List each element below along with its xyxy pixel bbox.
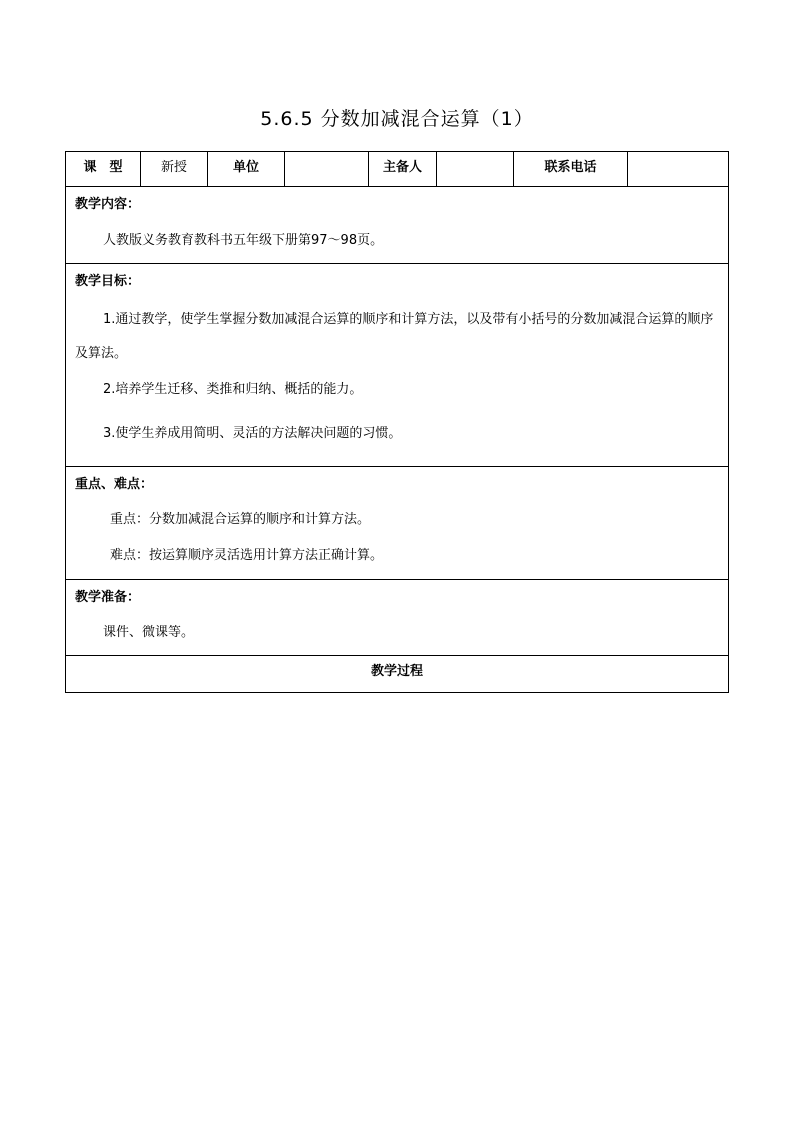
- header-row: [66, 152, 729, 187]
- phone-label: 联系电话: [514, 152, 628, 187]
- type-label: 课 型: [66, 152, 141, 187]
- goal-item-2: 2.培养学生迁移、类推和归纳、概括的能力。: [103, 382, 363, 397]
- goals-heading: 教学目标：: [75, 274, 141, 289]
- content-text: 人教版义务教育教科书五年级下册第97～98页。: [103, 233, 384, 248]
- goal-item-1: 1.通过教学，使学生掌握分数加减混合运算的顺序和计算方法，以及带有小括号的分数加减混合运算的顺序及算法。: [75, 312, 714, 361]
- content-heading: 教学内容：: [75, 197, 141, 212]
- key-points-row: [66, 467, 729, 580]
- preparer-value: [437, 152, 514, 187]
- preparation-text: 课件、微课等。: [103, 625, 195, 640]
- preparation-cell: [66, 580, 729, 656]
- content-row: [66, 187, 729, 264]
- preparation-heading: 教学准备：: [75, 590, 141, 605]
- content-cell: [66, 187, 729, 264]
- preparer-label: 主备人: [369, 152, 437, 187]
- key-points-heading: 重点、难点：: [75, 477, 154, 492]
- goals-cell: [66, 264, 729, 467]
- preparation-row: [66, 580, 729, 656]
- process-heading: 教学过程: [66, 656, 729, 693]
- goals-row: [66, 264, 729, 467]
- key-point-text: 重点：分数加减混合运算的顺序和计算方法。: [110, 512, 371, 527]
- unit-label: 单位: [208, 152, 285, 187]
- goal-item-3: 3.使学生养成用简明、灵活的方法解决问题的习惯。: [103, 426, 402, 441]
- process-row: [66, 656, 729, 693]
- phone-value: [628, 152, 729, 187]
- unit-value: [285, 152, 369, 187]
- key-points-cell: [66, 467, 729, 580]
- type-value: 新授: [141, 152, 208, 187]
- page-title: 5.6.5 分数加减混合运算（1）: [260, 108, 534, 130]
- lesson-plan-table: [65, 151, 729, 693]
- difficult-point-text: 难点：按运算顺序灵活选用计算方法正确计算。: [110, 548, 384, 563]
